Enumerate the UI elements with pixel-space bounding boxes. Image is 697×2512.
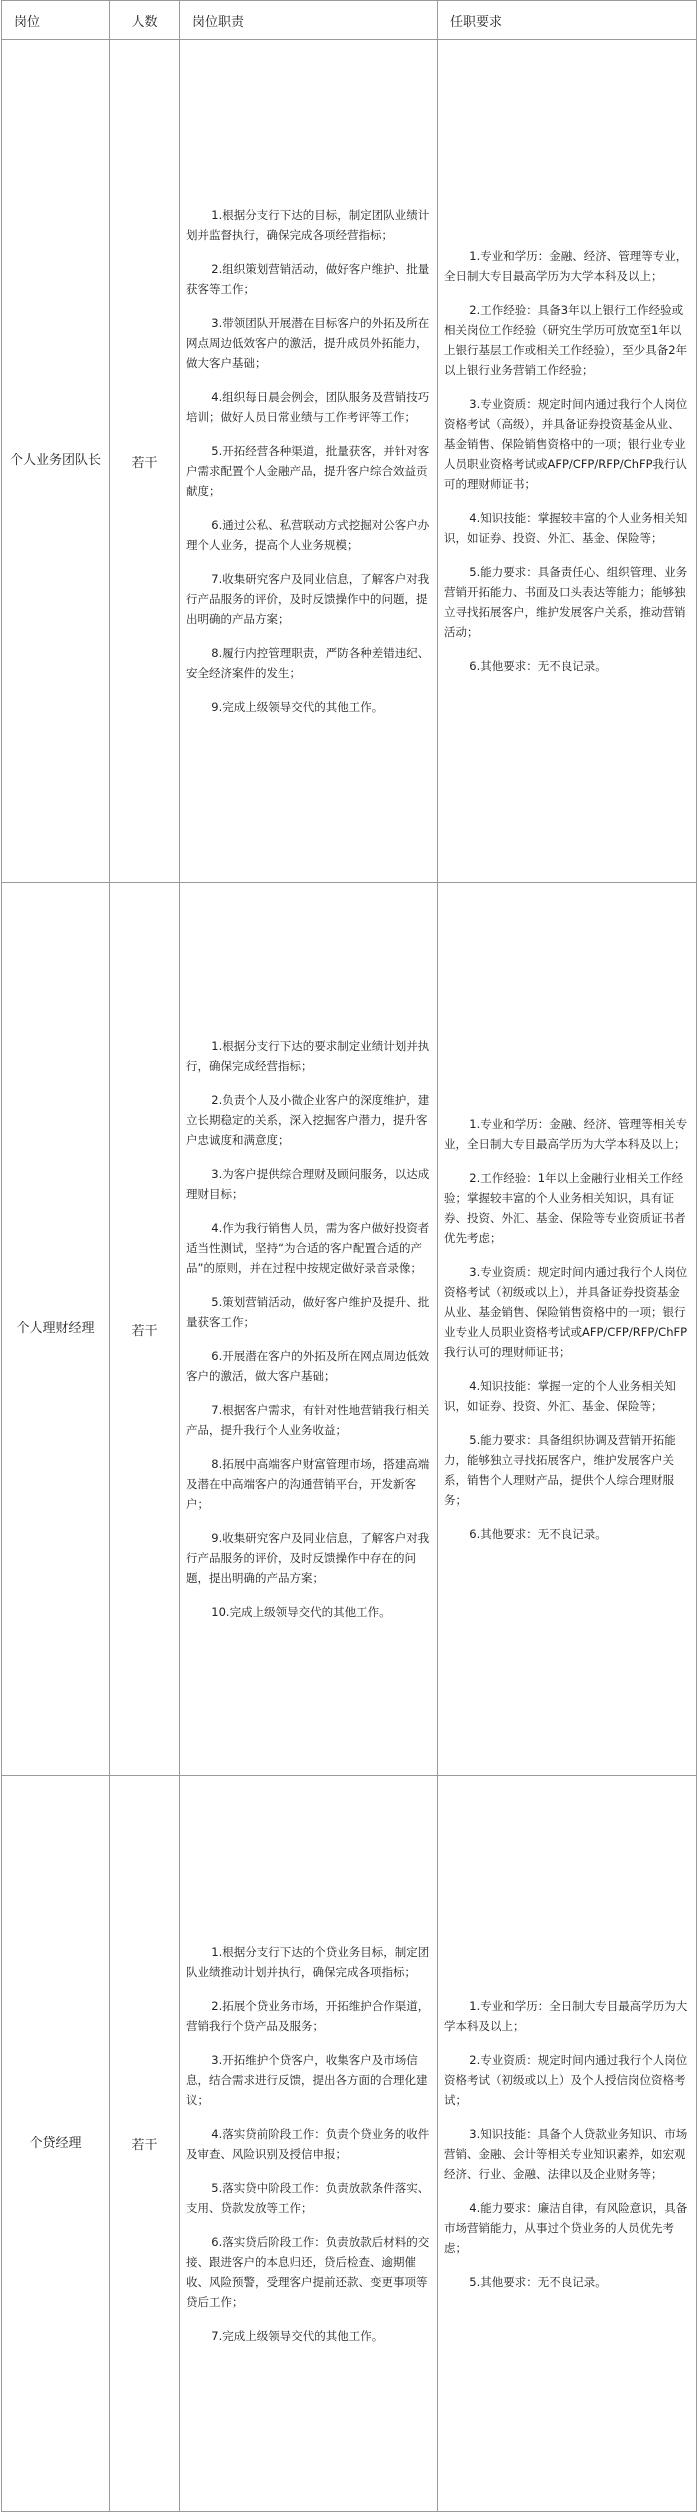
duty-item: 8.履行内控管理职责，严防各种差错违纪、安全经济案件的发生；: [186, 646, 430, 680]
duty-item: 5.开拓经营各种渠道，批量获客，并针对客户需求配置个人金融产品，提升客户综合效益贡献度；: [186, 444, 430, 498]
requirement-item: 2.工作经验：1年以上金融行业相关工作经验；掌握较丰富的个人业务相关知识，具有证券、投资、外汇、基金、保险等专业资质证书者优先考虑；: [444, 1171, 686, 1245]
head-count: 若干: [110, 40, 180, 883]
table-row: [2, 40, 697, 883]
requirement-item: 4.能力要求：廉洁自律，有风险意识，具备市场营销能力，从事过个贷业务的人员优先考虑；: [444, 2200, 688, 2255]
requirement-item: 5.其他要求：无不良记录。: [469, 2274, 607, 2289]
duty-item: 4.落实贷前阶段工作：负责个贷业务的收件及审查、风险识别及授信申报；: [186, 2126, 430, 2161]
requirement-item: 1.专业和学历：金融、经济、管理等专业，全日制大专目最高学历为大学本科及以上；: [444, 249, 688, 283]
requirement-item: 6.其他要求：无不良记录。: [469, 659, 607, 673]
requirement-item: 4.知识技能：掌握一定的个人业务相关知识，如证券、投资、外汇、基金、保险等；: [444, 1379, 676, 1413]
duty-item: 2.拓展个贷业务市场，开拓维护合作渠道，营销我行个贷产品及服务；: [186, 1998, 430, 2033]
header-requirements: 任职要求: [438, 1, 697, 40]
duty-item: 5.策划营销活动，做好客户维护及提升、批量获客工作；: [186, 1295, 430, 1329]
duty-item: 3.为客户提供综合理财及顾问服务，以达成理财目标；: [186, 1167, 430, 1201]
duty-item: 1.根据分支行下达的个贷业务目标，制定团队业绩推动计划并执行，确保完成各项指标；: [186, 1944, 430, 1979]
duty-item: 6.通过公私、私营联动方式挖掘对公客户办理个人业务，提高个人业务规模；: [186, 518, 430, 552]
header-post: 岗位: [2, 1, 110, 40]
table-row: [2, 883, 697, 1776]
requirement-item: 5.能力要求：具备责任心、组织管理、业务营销开拓能力、书面及口头表达等能力；能够独立寻找拓展客户，维护发展客户关系，推动营销活动；: [444, 565, 688, 639]
duty-item: 2.负责个人及小微企业客户的深度维护，建立长期稳定的关系，深入挖掘客户潜力，提升客户忠诚度和满意度；: [186, 1093, 430, 1147]
table-header-row: [2, 1, 697, 40]
requirement-item: 1.专业和学历：金融、经济、管理等相关专业，全日制大专目最高学历为大学本科及以上；: [444, 1117, 688, 1151]
duty-item: 10.完成上级领导交代的其他工作。: [211, 1605, 391, 1619]
requirements-cell: [438, 40, 697, 883]
head-count: 若干: [110, 883, 180, 1776]
post-name: 个人理财经理: [2, 883, 110, 1776]
requirement-item: 2.工作经验：具备3年以上银行工作经验或相关岗位工作经验（研究生学历可放宽至1年以上银行基层工作或相关工作经验），至少具备2年以上银行业务营销工作经验；: [444, 303, 688, 377]
duty-item: 8.拓展中高端客户财富管理市场，搭建高端及潜在中高端客户的沟通营销平台，开发新客户；: [186, 1457, 430, 1511]
duty-item: 7.根据客户需求，有针对性地营销我行相关产品，提升我行个人业务收益；: [186, 1403, 430, 1437]
requirement-item: 2.专业资质：规定时间内通过我行个人岗位资格考试（初级或以上）及个人授信岗位资格考试；: [444, 2052, 688, 2107]
duties-cell: [180, 1776, 438, 2512]
duty-item: 1.根据分支行下达的要求制定业绩计划并执行，确保完成经营指标；: [186, 1039, 430, 1073]
duty-item: 6.落实贷后阶段工作：负责放款后材料的交接、跟进客户的本息归还，贷后检查、逾期催收、风险预警，受理客户提前还款、变更事项等贷后工作；: [186, 2234, 430, 2309]
head-count: 若干: [110, 1776, 180, 2512]
duty-item: 5.落实贷中阶段工作：负责放款条件落实、支用、贷款发放等工作；: [186, 2180, 430, 2215]
duty-item: 3.带领团队开展潜在目标客户的外拓及所在网点周边低效客户的激活，提升成员外拓能力，做大客户基础；: [186, 316, 430, 370]
table-row: [2, 1776, 697, 2512]
requirements-cell: [438, 1776, 697, 2512]
requirement-item: 3.知识技能：具备个人贷款业务知识、市场营销、金融、会计等相关专业知识素养，如宏观经济、行业、金融、法律以及企业财务等；: [444, 2126, 688, 2181]
duty-item: 4.作为我行销售人员，需为客户做好投资者适当性测试，坚持“为合适的客户配置合适的产品”的原则，并在过程中按规定做好录音录像；: [186, 1221, 430, 1275]
duties-cell: [180, 883, 438, 1776]
requirement-item: 3.专业资质：规定时间内通过我行个人岗位资格考试（高级），并具备证券投资基金从业、基金销售、保险销售资格中的一项；银行业专业人员职业资格考试或AFP/CFP/RFP/ChFP我行认可的理财师证书；: [444, 397, 688, 491]
duty-item: 2.组织策划营销活动，做好客户维护、批量获客等工作；: [186, 262, 430, 296]
duty-item: 7.完成上级领导交代的其他工作。: [211, 2328, 384, 2343]
requirements-cell: [438, 883, 697, 1776]
duty-item: 3.开拓维护个贷客户，收集客户及市场信息，结合需求进行反馈，提出各方面的合理化建议；: [186, 2052, 428, 2107]
header-count: 人数: [110, 1, 180, 40]
post-name: 个人业务团队长: [2, 40, 110, 883]
duty-item: 4.组织每日晨会例会，团队服务及营销技巧培训；做好人员日常业绩与工作考评等工作；: [186, 390, 430, 424]
job-table: [1, 0, 697, 2512]
requirement-item: 4.知识技能：掌握较丰富的个人业务相关知识，如证券、投资、外汇、基金、保险等；: [444, 511, 688, 545]
requirement-item: 5.能力要求：具备组织协调及营销开拓能力，能够独立寻找拓展客户，维护发展客户关系，销售个人理财产品，提供个人综合理财服务；: [444, 1433, 676, 1507]
post-name: 个贷经理: [2, 1776, 110, 2512]
duty-item: 6.开展潜在客户的外拓及所在网点周边低效客户的激活，做大客户基础；: [186, 1349, 430, 1383]
header-duties: 岗位职责: [180, 1, 438, 40]
duty-item: 9.收集研究客户及同业信息，了解客户对我行产品服务的评价，及时反馈操作中存在的问题，提出明确的产品方案；: [186, 1531, 430, 1585]
duties-cell: [180, 40, 438, 883]
duty-item: 1.根据分支行下达的目标，制定团队业绩计划并监督执行，确保完成各项经营指标；: [186, 208, 430, 242]
requirement-item: 3.专业资质：规定时间内通过我行个人岗位资格考试（初级或以上），并具备证券投资基金从业、基金销售、保险销售资格中的一项；银行业专业人员职业资格考试或AFP/CFP/RFP/ChFP我行认可的理财师证书；: [444, 1265, 688, 1359]
requirement-item: 6.其他要求：无不良记录。: [469, 1527, 607, 1541]
duty-item: 9.完成上级领导交代的其他工作。: [211, 700, 384, 714]
duty-item: 7.收集研究客户及同业信息，了解客户对我行产品服务的评价，及时反馈操作中的问题，提出明确的产品方案；: [186, 572, 430, 626]
requirement-item: 1.专业和学历：全日制大专目最高学历为大学本科及以上；: [444, 1998, 688, 2033]
